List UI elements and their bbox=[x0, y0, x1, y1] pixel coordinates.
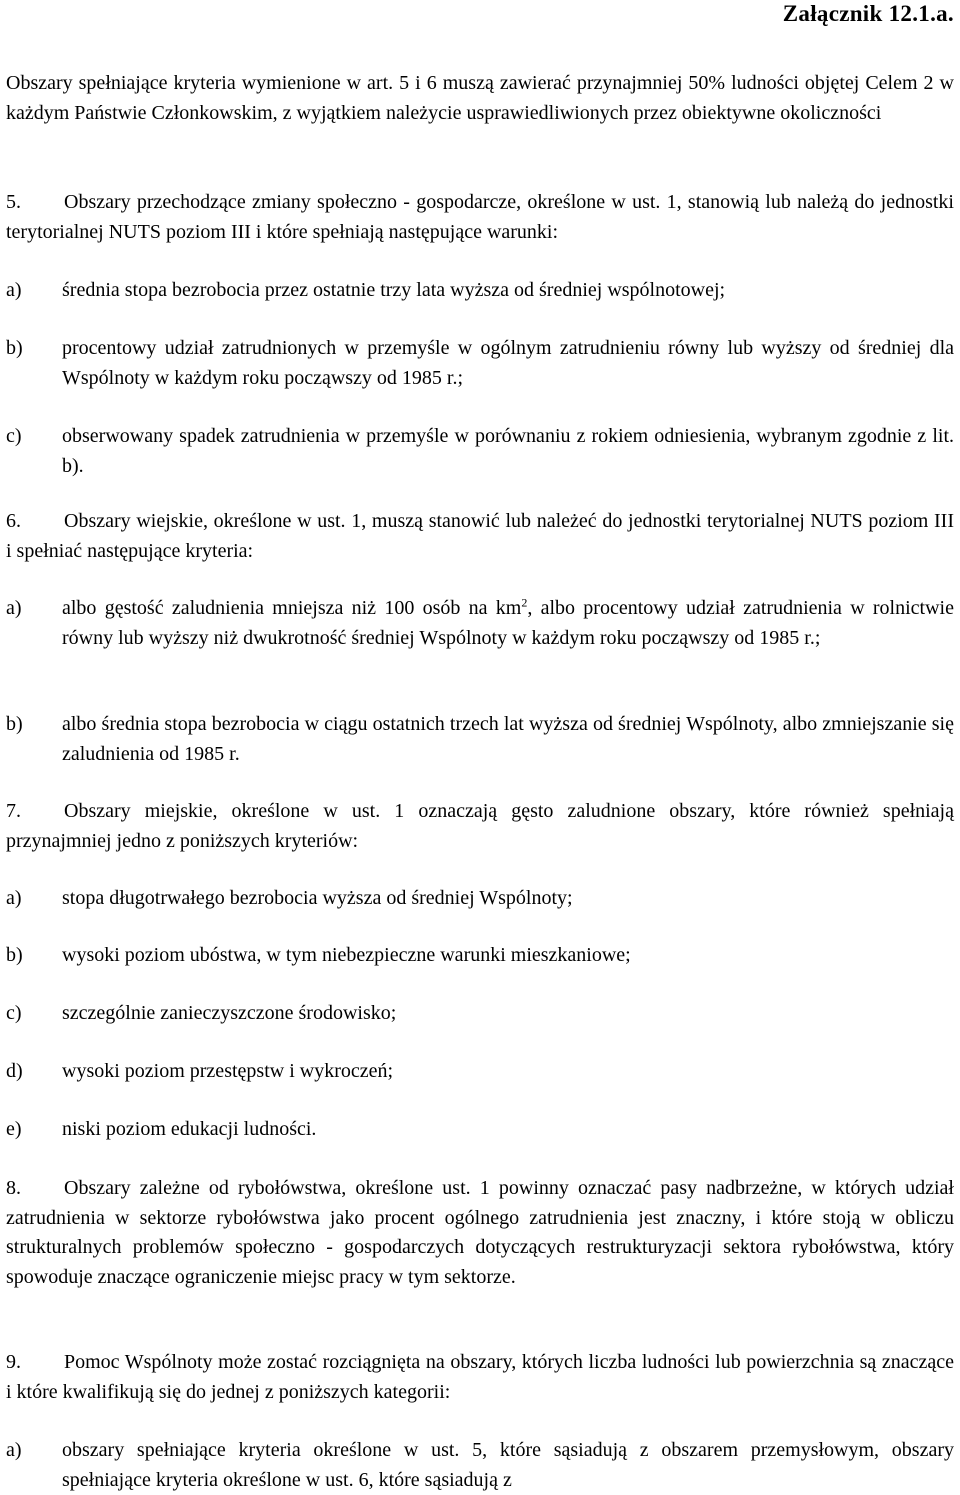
item-text bbox=[62, 594, 954, 653]
intro-paragraph: Obszary spełniające kryteria wymienione w art. 5 i 6 muszą zawierać przynajmniej 50% ludności objętej Celem 2 w każdym Państwie Członkowskim, z wyjątkiem należycie usprawiedliwionych przez obiektywne okoliczności bbox=[6, 72, 954, 124]
section-5-text: Obszary przechodzące zmiany społeczno - gospodarcze, określone w ust. 1, stanowią lub należą do jednostki terytorialnej NUTS poziom III i które spełniają następujące warunki: bbox=[6, 191, 954, 243]
superscript: 2 bbox=[521, 595, 528, 610]
section-6-number: 6. bbox=[6, 510, 21, 532]
section-5-item-a bbox=[6, 276, 954, 306]
section-9-item-a bbox=[6, 1436, 954, 1495]
section-9 bbox=[6, 1348, 954, 1407]
item-text: obserwowany spadek zatrudnienia w przemyśle w porównaniu z rokiem odniesienia, wybranym zgodnie z lit. b). bbox=[62, 425, 954, 477]
item-text: średnia stopa bezrobocia przez ostatnie trzy lata wyższa od średniej wspólnotowej; bbox=[62, 279, 726, 301]
item-label: a) bbox=[6, 1439, 22, 1461]
item-label: e) bbox=[6, 1118, 22, 1140]
section-6-item-b bbox=[6, 710, 954, 769]
section-7-item-a bbox=[6, 884, 954, 914]
item-label: b) bbox=[6, 337, 23, 359]
section-8-number: 8. bbox=[6, 1177, 21, 1199]
section-7-item-b bbox=[6, 941, 954, 971]
section-8-text: Obszary zależne od rybołówstwa, określone ust. 1 powinny oznaczać pasy nadbrzeżne, w których udział zatrudnienia w sektorze rybołówstwa jako procent ogólnego zatrudnienia jest znaczny, i które stoją w obliczu strukturalnych problemów społeczno - gospodarczych dotyczących restrukturyzacji sektora rybołówstwa, który spowoduje znaczące ograniczenie miejsc pracy w tym sektorze. bbox=[6, 1177, 954, 1288]
item-label: a) bbox=[6, 597, 22, 619]
section-9-text: Pomoc Wspólnoty może zostać rozciągnięta na obszary, których liczba ludności lub powierzchnia są znaczące i które kwalifikują się do jednej z poniższych kategorii: bbox=[6, 1351, 954, 1403]
section-6 bbox=[6, 507, 954, 566]
section-5-item-b bbox=[6, 334, 954, 393]
section-7-text: Obszary miejskie, określone w ust. 1 oznaczają gęsto zaludnione obszary, które również spełniają przynajmniej jedno z poniższych kryteriów: bbox=[6, 800, 954, 852]
section-9-number: 9. bbox=[6, 1351, 21, 1373]
section-6-item-a bbox=[6, 594, 954, 653]
item-label: c) bbox=[6, 425, 22, 447]
section-5-number: 5. bbox=[6, 191, 21, 213]
item-label: b) bbox=[6, 713, 23, 735]
item-text-part: albo gęstość zaludnienia mniejsza niż 100 osób na km bbox=[62, 597, 522, 619]
item-label: d) bbox=[6, 1060, 23, 1082]
item-label: a) bbox=[6, 887, 22, 909]
section-7 bbox=[6, 797, 954, 856]
section-8 bbox=[6, 1174, 954, 1292]
section-7-item-d bbox=[6, 1057, 954, 1087]
section-6-text: Obszary wiejskie, określone w ust. 1, muszą stanowić lub należeć do jednostki terytorialnej NUTS poziom III i spełniać następujące kryteria: bbox=[6, 510, 954, 562]
item-text: stopa długotrwałego bezrobocia wyższa od średniej Wspólnoty; bbox=[62, 887, 573, 909]
item-text: wysoki poziom ubóstwa, w tym niebezpieczne warunki mieszkaniowe; bbox=[62, 944, 631, 966]
item-text: obszary spełniające kryteria określone w ust. 5, które sąsiadują z obszarem przemysłowym, obszary spełniające kryteria określone w ust. 6, które sąsiadują z bbox=[62, 1439, 954, 1491]
section-5-item-c bbox=[6, 422, 954, 481]
item-text: wysoki poziom przestępstw i wykroczeń; bbox=[62, 1060, 394, 1082]
section-7-item-e bbox=[6, 1115, 954, 1145]
item-text-part: , albo procentowy udział zatrudnienia w rolnictwie równy lub wyższy niż dwukrotność średniej Wspólnoty w każdym roku począwszy od 1985 r.; bbox=[62, 597, 954, 649]
item-text: niski poziom edukacji ludności. bbox=[62, 1118, 317, 1140]
section-7-item-c bbox=[6, 999, 954, 1029]
item-text: albo średnia stopa bezrobocia w ciągu ostatnich trzech lat wyższa od średniej Wspólnoty, albo zmniejszanie się zaludnienia od 1985 r. bbox=[62, 713, 954, 765]
item-text: szczególnie zanieczyszczone środowisko; bbox=[62, 1002, 397, 1024]
item-label: a) bbox=[6, 279, 22, 301]
section-7-number: 7. bbox=[6, 800, 21, 822]
section-5 bbox=[6, 188, 954, 247]
attachment-title: Załącznik 12.1.a. bbox=[782, 1, 954, 26]
item-label: c) bbox=[6, 1002, 22, 1024]
item-text: procentowy udział zatrudnionych w przemyśle w ogólnym zatrudnieniu równy lub wyższy od średniej dla Wspólnoty w każdym roku począwszy od 1985 r.; bbox=[62, 337, 954, 389]
item-label: b) bbox=[6, 944, 23, 966]
